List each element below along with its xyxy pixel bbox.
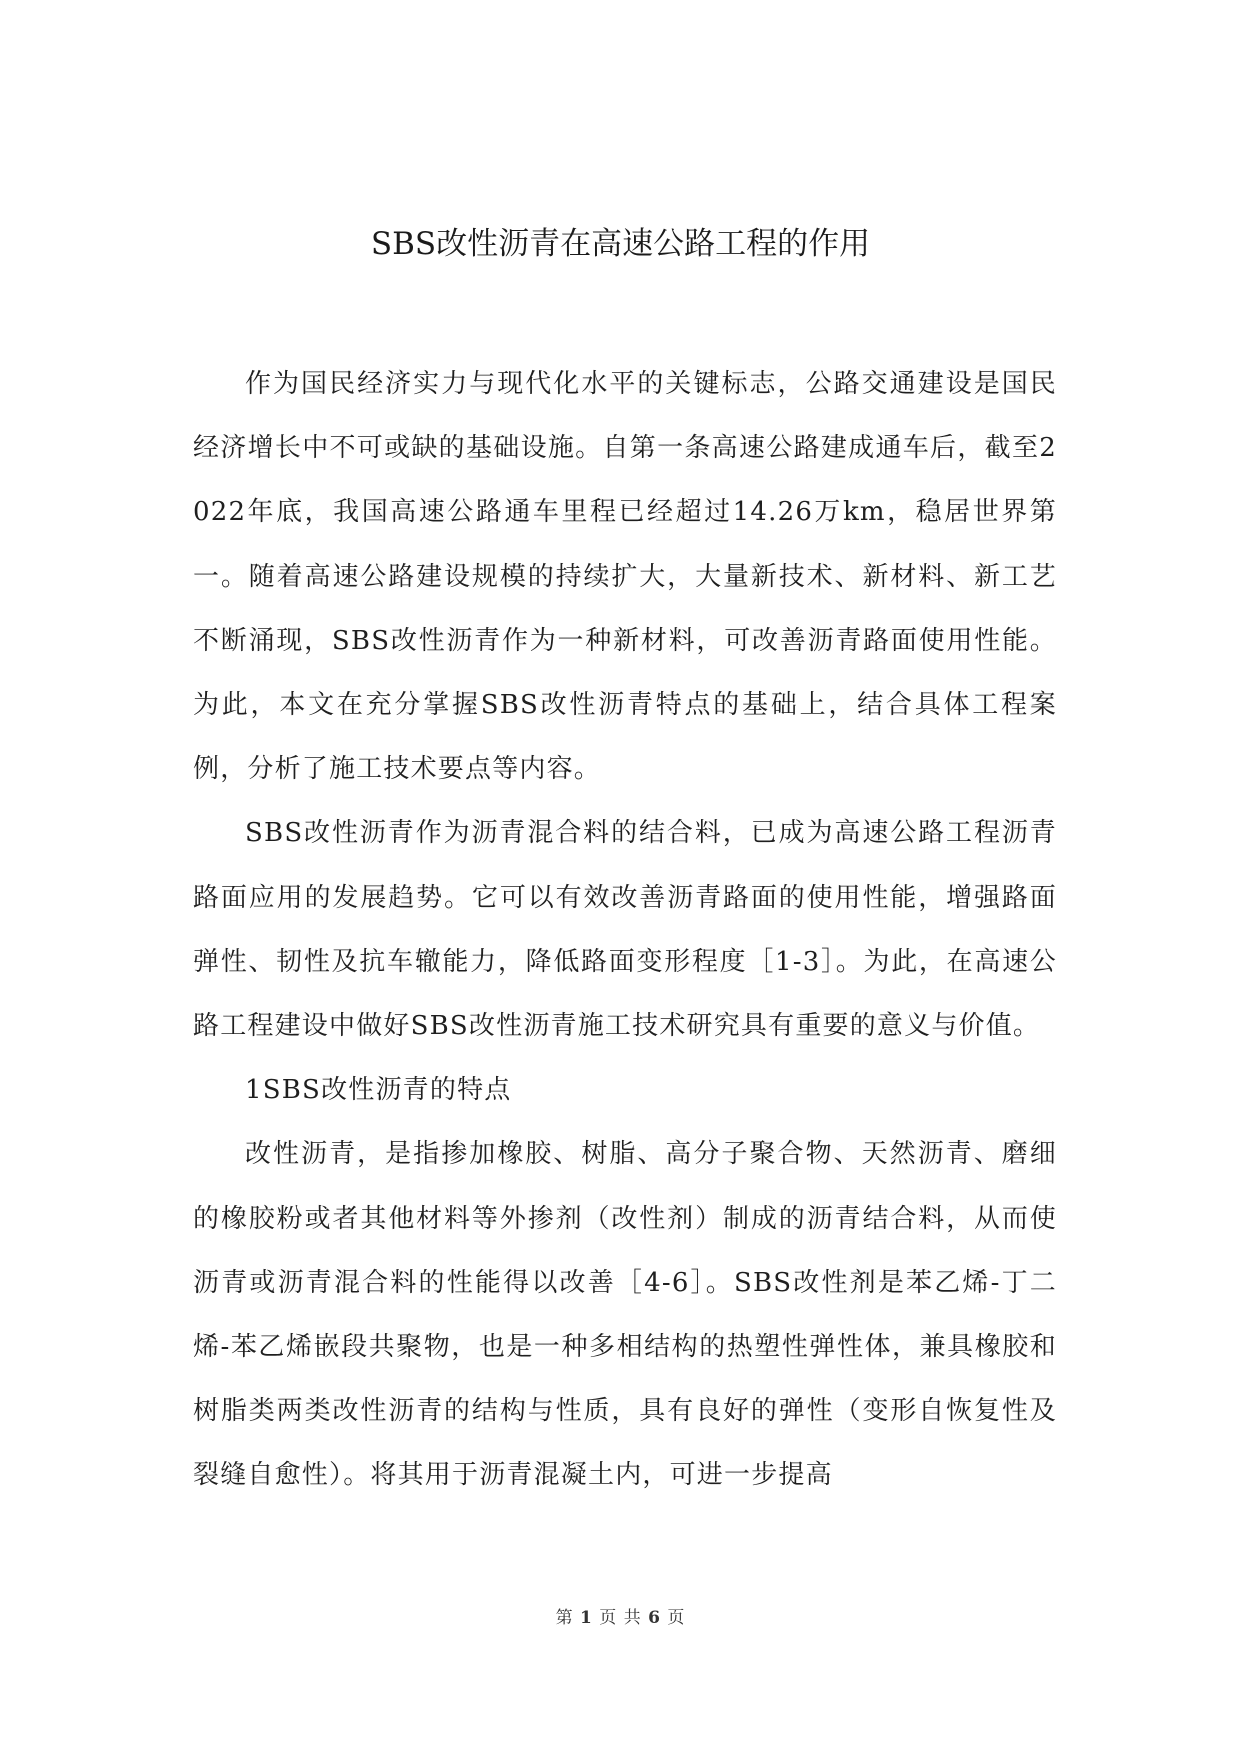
footer-total-pages: 6	[648, 1608, 661, 1628]
footer-prefix: 第	[555, 1608, 574, 1628]
footer-suffix: 页	[667, 1608, 686, 1628]
footer-current-page: 1	[580, 1608, 593, 1628]
paragraph-intro: 作为国民经济实力与现代化水平的关键标志，公路交通建设是国民经济增长中不可或缺的基础设施。自第一条高速公路建成通车后，截至2022年底，我国高速公路通车里程已经超过14.26万km，稳居世界第一。随着高速公路建设规模的持续扩大，大量新技术、新材料、新工艺不断涌现，SBS改性沥青作为一种新材料，可改善沥青路面使用性能。为此，本文在充分掌握SBS改性沥青特点的基础上，结合具体工程案例，分析了施工技术要点等内容。	[193, 369, 1057, 785]
document-title: SBS改性沥青在高速公路工程的作用	[370, 226, 871, 262]
page-footer	[0, 1606, 1241, 1630]
section-heading: 1SBS改性沥青的特点	[245, 1075, 512, 1106]
document-body	[193, 352, 1057, 1508]
paragraph-background: SBS改性沥青作为沥青混合料的结合料，已成为高速公路工程沥青路面应用的发展趋势。它可以有效改善沥青路面的使用性能，增强路面弹性、韧性及抗车辙能力，降低路面变形程度［1-3］。为此，在高速公路工程建设中做好SBS改性沥青施工技术研究具有重要的意义与价值。	[193, 818, 1057, 1042]
footer-middle: 页 共	[599, 1608, 642, 1628]
paragraph-section-1: 改性沥青，是指掺加橡胶、树脂、高分子聚合物、天然沥青、磨细的橡胶粉或者其他材料等外掺剂（改性剂）制成的沥青结合料，从而使沥青或沥青混合料的性能得以改善［4-6］。SBS改性剂是苯乙烯-丁二烯-苯乙烯嵌段共聚物，也是一种多相结构的热塑性弹性体，兼具橡胶和树脂类两类改性沥青的结构与性质，具有良好的弹性（变形自恢复性及裂缝自愈性）。将其用于沥青混凝土内，可进一步提高	[193, 1139, 1057, 1491]
